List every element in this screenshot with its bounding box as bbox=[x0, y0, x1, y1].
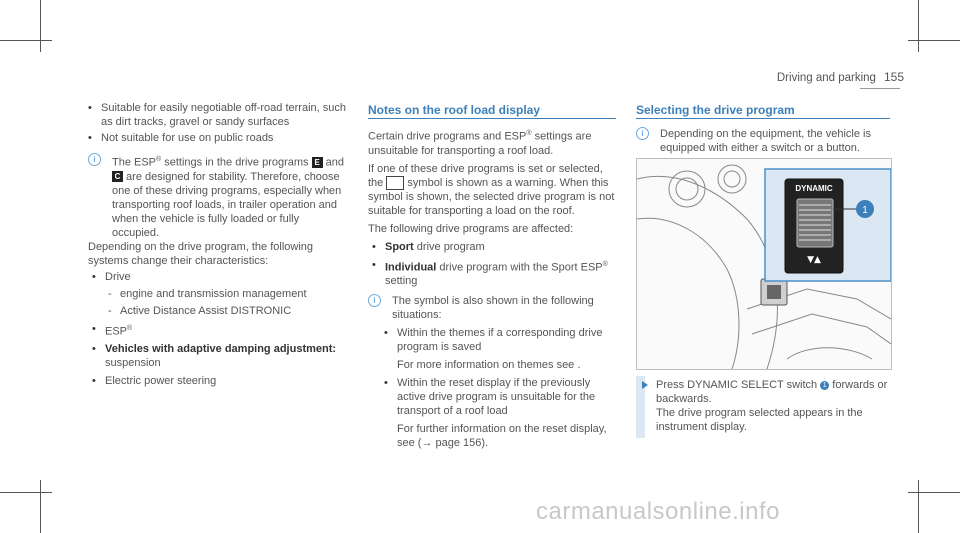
column-middle bbox=[368, 127, 620, 450]
para-text: symbol is shown as a warning. When this symbol is shown, the selected drive program is not suitable for transporting a load on the roof. bbox=[368, 176, 615, 217]
step-text-part: Press DYNAMIC SELECT switch bbox=[656, 379, 821, 391]
crop-mark bbox=[0, 40, 52, 41]
c-symbol-icon: C bbox=[112, 171, 123, 182]
item-text: ESP bbox=[105, 325, 128, 338]
list-item: • Within the reset display if the previously active drive program is unsuitable for the transport of a roof load bbox=[384, 376, 620, 418]
note-text: and bbox=[322, 156, 345, 169]
console-drawing bbox=[637, 159, 891, 369]
list-item: • Not suitable for use on public roads bbox=[88, 131, 348, 145]
page-header bbox=[777, 70, 904, 84]
callout-number-inline: 1 bbox=[820, 381, 829, 390]
note-text: The ESP bbox=[112, 156, 157, 169]
list-item bbox=[92, 322, 348, 339]
roof-load-warning-icon bbox=[386, 176, 404, 190]
list-item bbox=[372, 240, 620, 254]
registered-mark: ® bbox=[127, 324, 133, 332]
list-item bbox=[92, 342, 348, 370]
registered-mark: ® bbox=[526, 130, 532, 137]
crop-mark bbox=[0, 492, 52, 493]
bold-label: Individual bbox=[385, 261, 437, 274]
crop-mark bbox=[918, 480, 919, 533]
info-icon: i bbox=[368, 294, 381, 307]
paragraph: Depending on the drive program, the following systems change their characteristics: bbox=[88, 240, 314, 267]
paragraph bbox=[368, 162, 620, 218]
heading-rule bbox=[368, 118, 616, 119]
section-heading: Notes on the roof load display bbox=[368, 103, 541, 117]
bold-label: Sport bbox=[385, 240, 414, 253]
note-text: settings in the drive programs bbox=[161, 156, 312, 169]
callout-number: 1 bbox=[862, 205, 868, 216]
list-item bbox=[372, 258, 620, 289]
sub-list-item: - Active Distance Assist DISTRONIC bbox=[104, 304, 348, 318]
list-item: • Suitable for easily negotiable off-road terrain, such as dirt tracks, gravel or sandy surfaces bbox=[88, 101, 348, 129]
note-text: are designed for stability. Therefore, choose one of these driving programs, especially when transporting roof loads, in trailer operation and when the vehicle is fully loaded or fully occupied. bbox=[112, 170, 342, 239]
registered-mark: ® bbox=[156, 156, 162, 163]
header-rule bbox=[860, 88, 900, 89]
step-text-part: forwards or backwards. bbox=[656, 379, 888, 405]
crop-mark bbox=[40, 480, 41, 533]
paragraph bbox=[368, 127, 620, 158]
item-text: setting bbox=[385, 275, 418, 288]
list-item: • Within the themes if a corresponding drive program is saved bbox=[384, 326, 620, 354]
item-text: drive program bbox=[413, 240, 485, 253]
sub-list-item: - engine and transmission management bbox=[104, 287, 348, 301]
paragraph: The following drive programs are affected: bbox=[368, 222, 574, 235]
paragraph: For further information on the reset display, see (→ page 156). bbox=[397, 423, 607, 450]
list-item: • Electric power steering bbox=[92, 374, 348, 388]
note-text: Depending on the equipment, the vehicle is equipped with either a switch or a button. bbox=[660, 128, 871, 154]
switch-label: DYNAMIC bbox=[795, 184, 833, 193]
drive-switch-illustration bbox=[636, 158, 892, 370]
info-icon: i bbox=[636, 127, 649, 140]
note-text: The symbol is also shown in the following situations: bbox=[392, 295, 594, 322]
crop-mark bbox=[40, 0, 41, 52]
step-instruction bbox=[636, 378, 890, 434]
column-left bbox=[88, 101, 348, 388]
info-note bbox=[368, 294, 620, 322]
heading-rule bbox=[636, 118, 890, 119]
para-text: Certain drive programs and ESP bbox=[368, 130, 527, 143]
crop-mark bbox=[908, 40, 960, 41]
registered-mark: ® bbox=[602, 260, 608, 268]
crop-mark bbox=[918, 0, 919, 52]
switch-arrows-icon: ▼▲ bbox=[807, 255, 821, 265]
e-symbol-icon: E bbox=[312, 157, 323, 168]
section-title: Driving and parking bbox=[776, 72, 876, 84]
page-number: 155 bbox=[883, 70, 904, 84]
watermark: carmanualsonline.info bbox=[536, 498, 780, 525]
step-arrow-icon bbox=[642, 381, 648, 389]
para-text: settings are unsuitable for transporting a roof load. bbox=[368, 130, 592, 157]
item-text: suspension bbox=[105, 357, 161, 370]
paragraph: For more information on themes see . bbox=[397, 359, 581, 372]
section-heading: Selecting the drive program bbox=[636, 103, 795, 117]
info-icon: i bbox=[88, 153, 101, 166]
crop-mark bbox=[908, 492, 960, 493]
bold-label: Vehicles with adaptive damping adjustment: bbox=[105, 343, 337, 356]
info-note bbox=[636, 127, 890, 155]
info-note-text bbox=[636, 127, 890, 155]
para-text: If one of these drive programs is set or selected, the bbox=[368, 162, 603, 189]
list-item: • Drive bbox=[92, 270, 348, 284]
step-text-part: The drive program selected appears in the instrument display. bbox=[656, 407, 863, 433]
info-note bbox=[88, 153, 348, 240]
step-text bbox=[636, 378, 890, 434]
item-text: drive program with the Sport ESP bbox=[436, 261, 603, 274]
